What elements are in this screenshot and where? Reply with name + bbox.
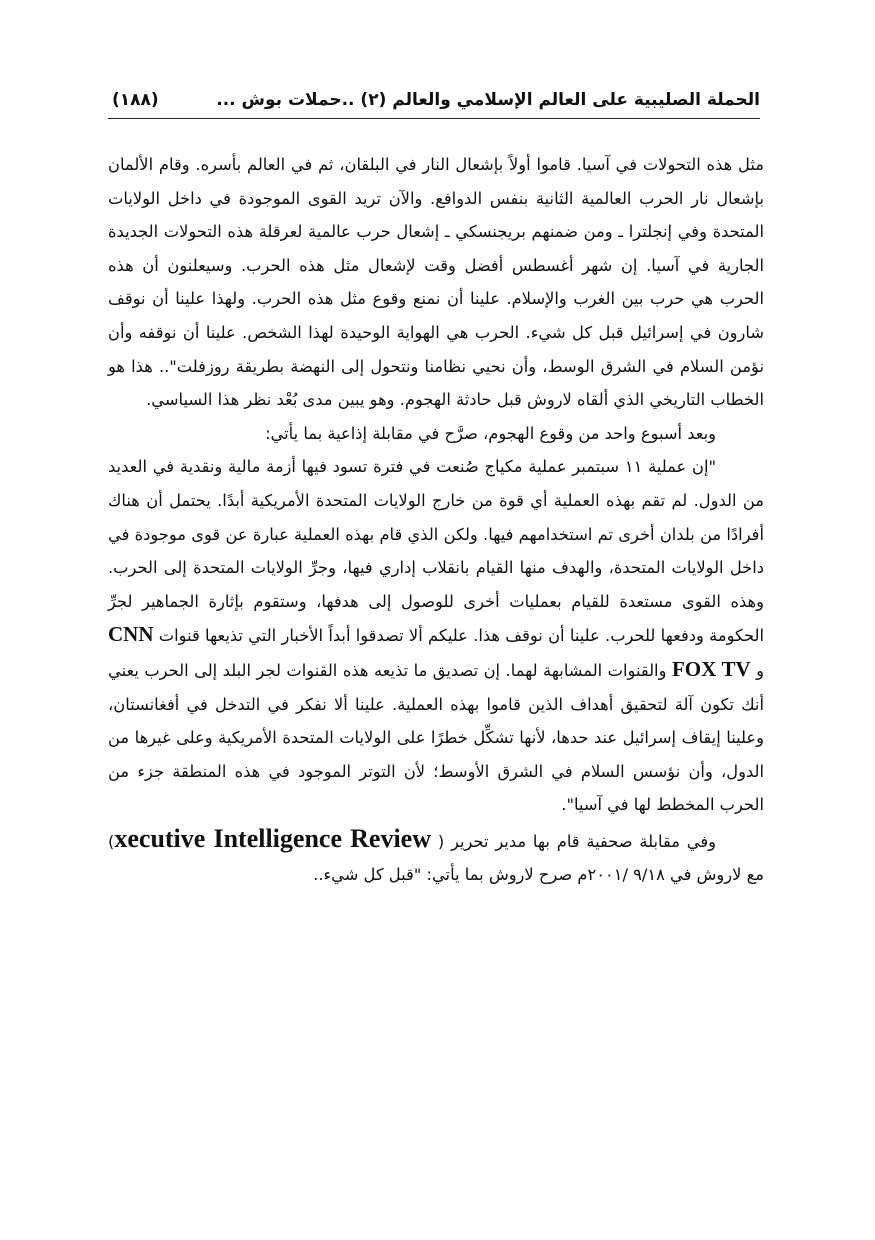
body-text — [108, 148, 764, 892]
fox-channel-name: FOX TV — [671, 656, 751, 681]
paragraph-radio-interview-quote — [108, 450, 764, 822]
page-number: (١٨٨) — [112, 90, 159, 110]
press-interview-part2: ) مع لاروش في ٩/١٨ /٢٠٠١م صرح لاروش بما يأتي: "قبل كل شيء.. — [108, 831, 764, 885]
conjunction-and: و — [756, 660, 764, 680]
paragraph-press-interview — [108, 822, 764, 892]
quote-text-part2: والقنوات المشابهة لهما. إن تصديق ما تذيعه هذه القنوات لجر البلد إلى الحرب يعني أنك تكون آلة لتحقيق أهداف الذين قاموا بهذه العملية. علينا ألا نفكر في التدخل في أفغانستان، وعلينا إيقاف إسرائيل عند حدها، لأنها تشكِّل خطرًا على الولايات المتحدة الأمريكية وعلى غيرها من الدول، وأن نؤسس السلام في الشرق الأوسط؛ لأن التوتر الموجود في هذه المنطقة جزء من الحرب المخطط لها في آسيا". — [108, 660, 764, 815]
header-title: الحملة الصليبية على العالم الإسلامي والعالم (٢) ..حملات بوش ... — [216, 90, 760, 110]
magazine-name: xecutive Intelligence Review — [114, 823, 431, 853]
press-interview-part1: وفي مقابلة صحفية قام بها مدير تحرير ( — [437, 831, 716, 851]
paragraph-larouche-speech: مثل هذه التحولات في آسيا. قاموا أولاً بإشعال النار في البلقان، ثم في العالم بأسره. وقام الألمان بإشعال نار الحرب العالمية الثانية بنفس الدوافع. والآن تريد القوى الموجودة في داخل الولايات المتحدة وفي إنجلترا ـ ومن ضمنهم بريجنسكي ـ إشعال حرب عالمية لعرقلة هذه التحولات الجديدة الجارية في آسيا. إن شهر أغسطس أفضل وقت لإشعال مثل هذه الحرب. وسيعلنون أن هذه الحرب هي حرب بين الغرب والإسلام. علينا أن نمنع وقوع مثل هذه الحرب. ولهذا علينا أن نوقف شارون في إسرائيل قبل كل شيء. الحرب هي الهواية الوحيدة لهذا الشخص. علينا أن نوقفه وأن نؤمن السلام في الشرق الوسط، وأن نحيي نظامنا ونتحول إلى النهضة بطريقة روزفلت".. هذا هو الخطاب التاريخي الذي ألقاه لاروش قبل حادثة الهجوم. وهو يبين مدى بُعْد نظر هذا السياسي. — [108, 155, 764, 410]
paragraph-radio-interview-intro: وبعد أسبوع واحد من وقوع الهجوم، صرَّح في مقابلة إذاعية بما يأتي: — [265, 423, 716, 443]
running-header — [108, 88, 760, 119]
cnn-channel-name: CNN — [108, 622, 154, 647]
quote-text-part1: "إن عملية ١١ سبتمبر عملية مكياج صُنعت في فترة تسود فيها أزمة مالية ونقدية في العديد من الدول. لم تقم بهذه العملية أي قوة من خارج الولايات المتحدة الأمريكية أبدًا. يحتمل أن هناك أفرادًا من بلدان أخرى تم استخدامهم فيها. ولكن الذي قام بهذه العملية عبارة عن قوى موجودة في داخل الولايات المتحدة، والهدف منها القيام بانقلاب إداري فيها، وجرِّ الولايات المتحدة إلى الحرب. وهذه القوى مستعدة للقيام بعمليات أخرى للوصول إلى هدفها، وستقوم بإثارة الجماهير لجرِّ الحكومة ودفعها للحرب. علينا أن نوقف هذا. عليكم ألا تصدقوا أبداً الأخبار التي تذيعها قنوات — [108, 457, 764, 646]
